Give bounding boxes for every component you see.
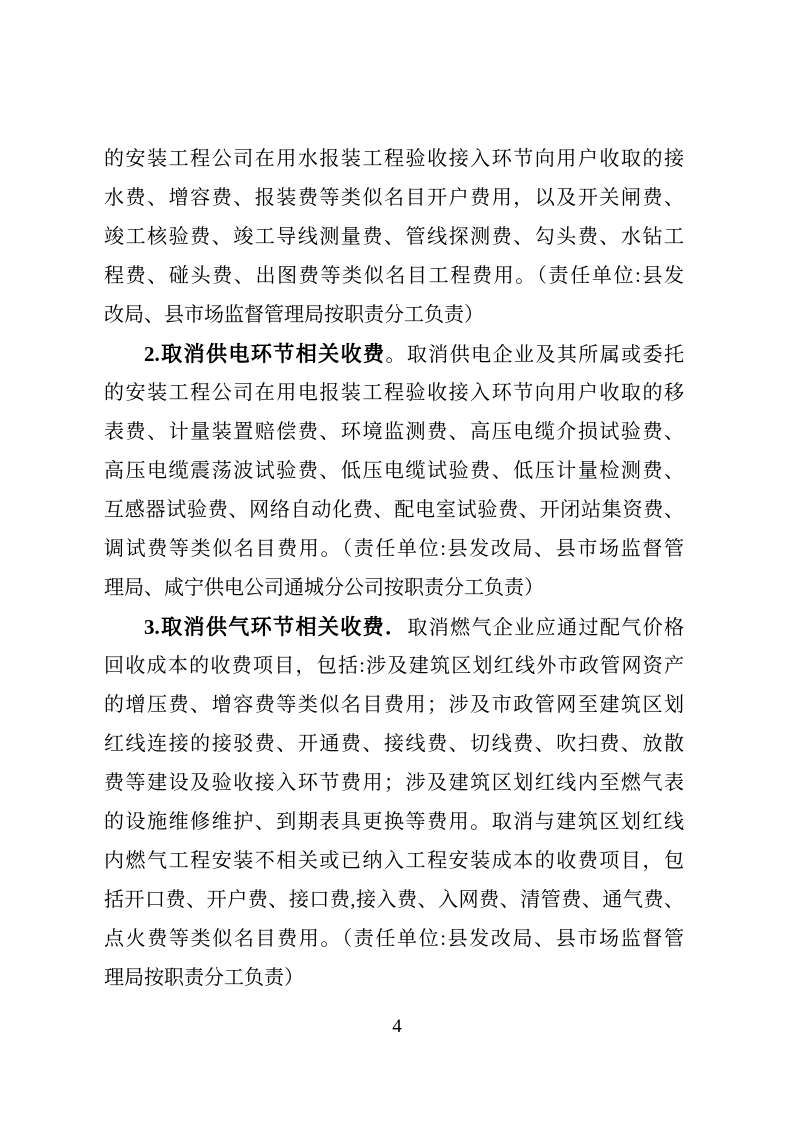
text-segment: 理局、咸宁供电公司通城分公司按职责分工负责） (104, 577, 544, 599)
text-line (104, 257, 684, 296)
text-line (104, 452, 684, 491)
text-line (104, 686, 684, 725)
text-segment: 。取消供电企业及其所属或委托 (385, 344, 684, 366)
text-segment: 改局、县市场监督管理局按职责分工负责） (104, 304, 484, 326)
text-segment: 括开口费、开户费、接口费,接入费、入网费、清管费、通气费、 (104, 889, 684, 911)
text-line (104, 218, 684, 257)
text-segment: 点火费等类似名目费用。（责任单位:县发改局、县市场监督管 (104, 928, 684, 950)
text-segment: 费等建设及验收接入环节费用；涉及建筑区划红线内至燃气表 (104, 772, 684, 794)
text-line (104, 764, 684, 803)
text-segment: 的设施维修维护、到期表具更换等费用。取消与建筑区划红线 (104, 811, 684, 833)
text-line (104, 842, 684, 881)
page-number: 4 (392, 1016, 402, 1037)
text-segment: 互感器试验费、网络自动化费、配电室试验费、开闭站集资费、 (104, 499, 684, 521)
text-segment: 的增压费、增容费等类似名目费用；涉及市政管网至建筑区划 (104, 694, 684, 716)
text-segment: 的安装工程公司在用电报装工程验收接入环节向用户收取的移 (104, 382, 684, 404)
text-segment: 水费、增容费、报装费等类似名目开户费用，以及开关闸费、 (104, 187, 684, 209)
text-segment: 程费、碰头费、出图费等类似名目工程费用。（责任单位:县发 (104, 265, 684, 287)
text-segment: 竣工核验费、竣工导线测量费、管线探测费、勾头费、水钻工 (104, 226, 684, 248)
text-line (104, 959, 684, 998)
text-segment: 理局按职责分工负责） (104, 967, 304, 989)
page-footer (0, 1014, 794, 1040)
text-segment: 红线连接的接驳费、开通费、接线费、切线费、吹扫费、放散 (104, 733, 684, 755)
text-line (104, 413, 684, 452)
text-segment: 回收成本的收费项目，包括:涉及建筑区划红线外市政管网资产 (104, 655, 684, 677)
paragraph-heading-segment: 3.取消供气环节相关收费． (144, 615, 408, 639)
document-body (104, 140, 684, 998)
text-line (104, 725, 684, 764)
text-segment: 高压电缆震荡波试验费、低压电缆试验费、低压计量检测费、 (104, 460, 684, 482)
paragraph-heading-segment: 2.取消供电环节相关收费 (144, 342, 386, 366)
text-segment: 内燃气工程安装不相关或已纳入工程安装成本的收费项目，包 (104, 850, 684, 872)
text-line (104, 803, 684, 842)
text-segment: 的安装工程公司在用水报装工程验收接入环节向用户收取的接 (104, 148, 684, 170)
text-segment: 调试费等类似名目费用。（责任单位:县发改局、县市场监督管 (104, 538, 684, 560)
text-line (104, 374, 684, 413)
text-line (104, 647, 684, 686)
text-segment: 取消燃气企业应通过配气价格 (407, 617, 684, 639)
text-segment: 表费、计量装置赔偿费、环境监测费、高压电缆介损试验费、 (104, 421, 684, 443)
text-line (104, 920, 684, 959)
text-line (104, 530, 684, 569)
text-line (104, 491, 684, 530)
text-line (104, 608, 684, 647)
text-line (104, 881, 684, 920)
text-line (104, 569, 684, 608)
text-line (104, 296, 684, 335)
text-line (104, 335, 684, 374)
text-line (104, 140, 684, 179)
text-line (104, 179, 684, 218)
